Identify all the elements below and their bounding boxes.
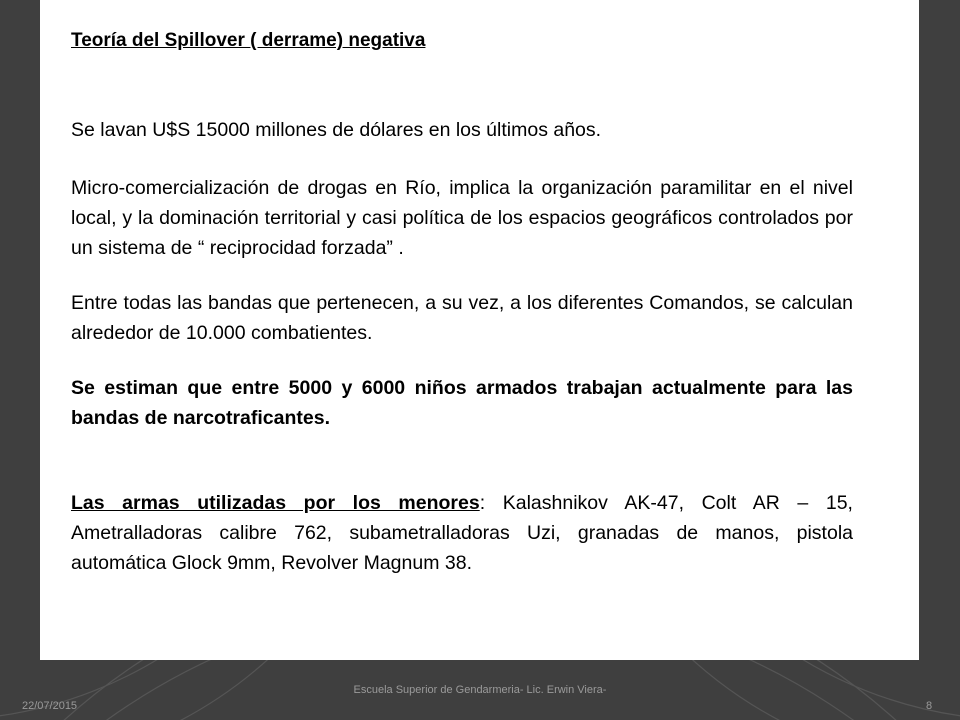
paragraph-ninos-armados: Se estiman que entre 5000 y 6000 niños armados trabajan actualmente para las bandas de narcotraficantes. (71, 377, 853, 429)
slide-title: Teoría del Spillover ( derrame) negativa (71, 30, 426, 51)
armas-list: : Kalashnikov AK-47, Colt AR – 15, Ametralladoras calibre 762, subametralladoras Uzi, granadas de manos, pistola automática Glock 9mm, Revolver Magnum 38. (71, 492, 853, 574)
paragraph-armas (71, 488, 853, 578)
paragraph-lavado: Se lavan U$S 15000 millones de dólares en los últimos años. (71, 119, 602, 141)
armas-label: Las armas utilizadas por los menores (71, 492, 480, 514)
paragraph-bandas: Entre todas las bandas que pertenecen, a su vez, a los diferentes Comandos, se calculan alrededor de 10.000 combatientes. (71, 292, 853, 344)
paragraph-micro-comercializacion: Micro-comercialización de drogas en Río, implica la organización paramilitar en el nivel local, y la dominación territorial y casi política de los espacios geográficos controlados por un sistema de “ reciprocidad forzada” . (71, 177, 853, 259)
footer-page-number: 8 (926, 700, 933, 712)
footer-date: 22/07/2015 (22, 700, 78, 712)
footer-author: Escuela Superior de Gendarmeria- Lic. Erwin Viera- (353, 684, 607, 696)
